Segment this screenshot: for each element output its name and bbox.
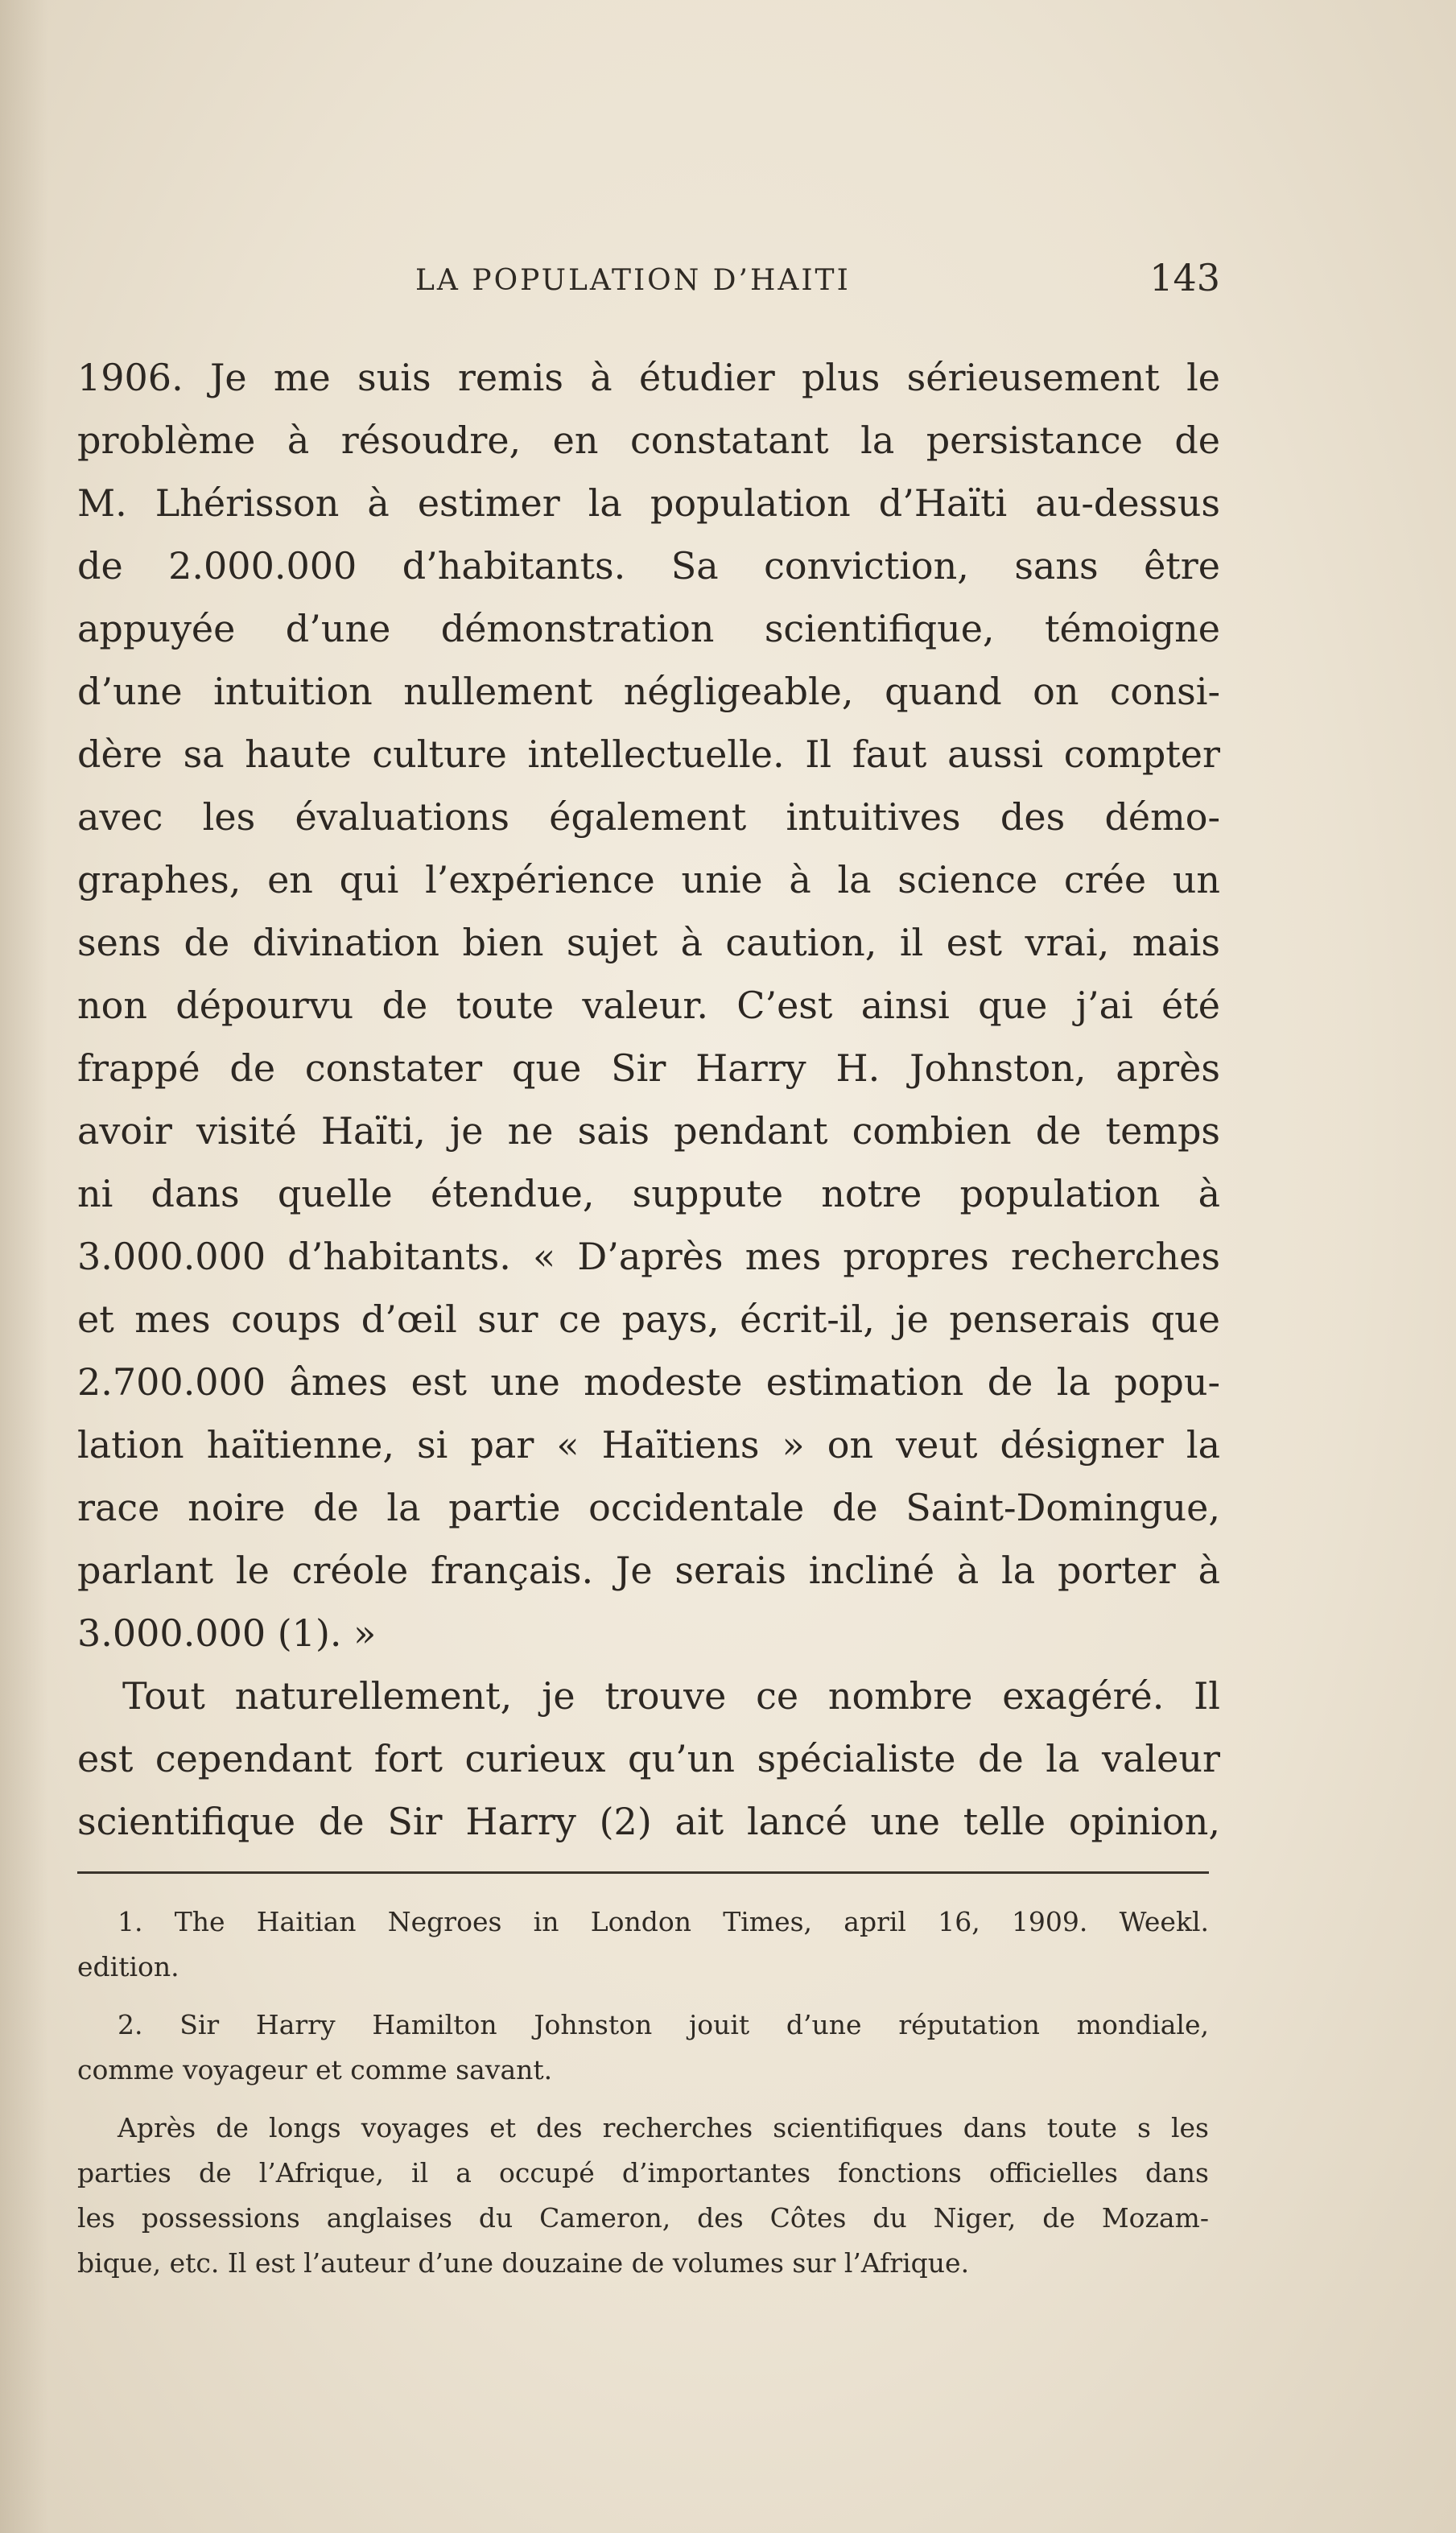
text-line: avec les évaluations également intuitives des démo-	[77, 795, 1220, 839]
text-line: race noire de la partie occidentale de Saint-Domingue,	[77, 1486, 1220, 1529]
running-title: LA POPULATION D’HAITI	[415, 264, 851, 297]
text-line: non dépourvu de toute valeur. C’est ainsi que j’ai été	[77, 984, 1220, 1027]
text-line: M. Lhérisson à estimer la population d’Haïti au-dessus	[77, 481, 1220, 525]
text-line: sens de divination bien sujet à caution, il est vrai, mais	[77, 921, 1220, 964]
text-line: lation haïtienne, si par « Haïtiens » on veut désigner la	[77, 1423, 1220, 1467]
page-number: 143	[1149, 256, 1220, 299]
text-line: Tout naturellement, je trouve ce nombre exagéré. Il	[122, 1674, 1220, 1718]
text-line: frappé de constater que Sir Harry H. Johnston, après	[77, 1046, 1220, 1090]
page-edge-shadow	[0, 0, 48, 2533]
footnote-spacer	[77, 2093, 1209, 2106]
text-line: parlant le créole français. Je serais incliné à la porter à	[77, 1549, 1220, 1592]
footnote-spacer	[77, 1990, 1209, 2003]
running-head	[77, 256, 1220, 304]
footnote-line: parties de l’Afrique, il a occupé d’importantes fonctions officielles dans	[77, 2157, 1209, 2189]
footnote-line: edition.	[77, 1951, 179, 1982]
footnote-line: 1. The Haitian Negroes in London Times, april 16, 1909. Weekl.	[118, 1906, 1209, 1937]
text-line: 1906. Je me suis remis à étudier plus sérieusement le	[77, 356, 1220, 399]
text-line: dère sa haute culture intellectuelle. Il faut aussi compter	[77, 732, 1220, 776]
text-line: problème à résoudre, en constatant la persistance de	[77, 419, 1220, 462]
text-line: d’une intuition nullement négligeable, quand on consi-	[77, 670, 1220, 713]
text-line: 3.000.000 d’habitants. « D’après mes propres recherches	[77, 1235, 1220, 1278]
footnote-line: bique, etc. Il est l’auteur d’une douzaine de volumes sur l’Afrique.	[77, 2247, 970, 2279]
text-line: avoir visité Haïti, je ne sais pendant combien de temps	[77, 1109, 1220, 1153]
text-line: appuyée d’une démonstration scientifique, témoigne	[77, 607, 1220, 650]
footnotes	[77, 1900, 1209, 2286]
text-line: de 2.000.000 d’habitants. Sa conviction, sans être	[77, 544, 1220, 588]
text-line: graphes, en qui l’expérience unie à la science crée un	[77, 858, 1220, 901]
text-line: et mes coups d’œil sur ce pays, écrit-il, je penserais que	[77, 1297, 1220, 1341]
text-line: ni dans quelle étendue, suppute notre population à	[77, 1172, 1220, 1215]
footnote-line: 2. Sir Harry Hamilton Johnston jouit d’une réputation mondiale,	[118, 2009, 1209, 2040]
text-line: 2.700.000 âmes est une modeste estimation de la popu-	[77, 1360, 1220, 1404]
text-line: est cependant fort curieux qu’un spécialiste de la valeur	[77, 1737, 1220, 1780]
footnote-line: les possessions anglaises du Cameron, des Côtes du Niger, de Mozam-	[77, 2202, 1209, 2234]
text-line: 3.000.000 (1). »	[77, 1611, 377, 1655]
footnote-rule	[77, 1871, 1209, 1874]
text-line: scientifique de Sir Harry (2) ait lancé une telle opinion,	[77, 1800, 1220, 1843]
footnote-line: comme voyageur et comme savant.	[77, 2054, 553, 2085]
body-text	[77, 346, 1220, 1853]
footnote-line: Après de longs voyages et des recherches scientifiques dans toute s les	[118, 2112, 1209, 2143]
